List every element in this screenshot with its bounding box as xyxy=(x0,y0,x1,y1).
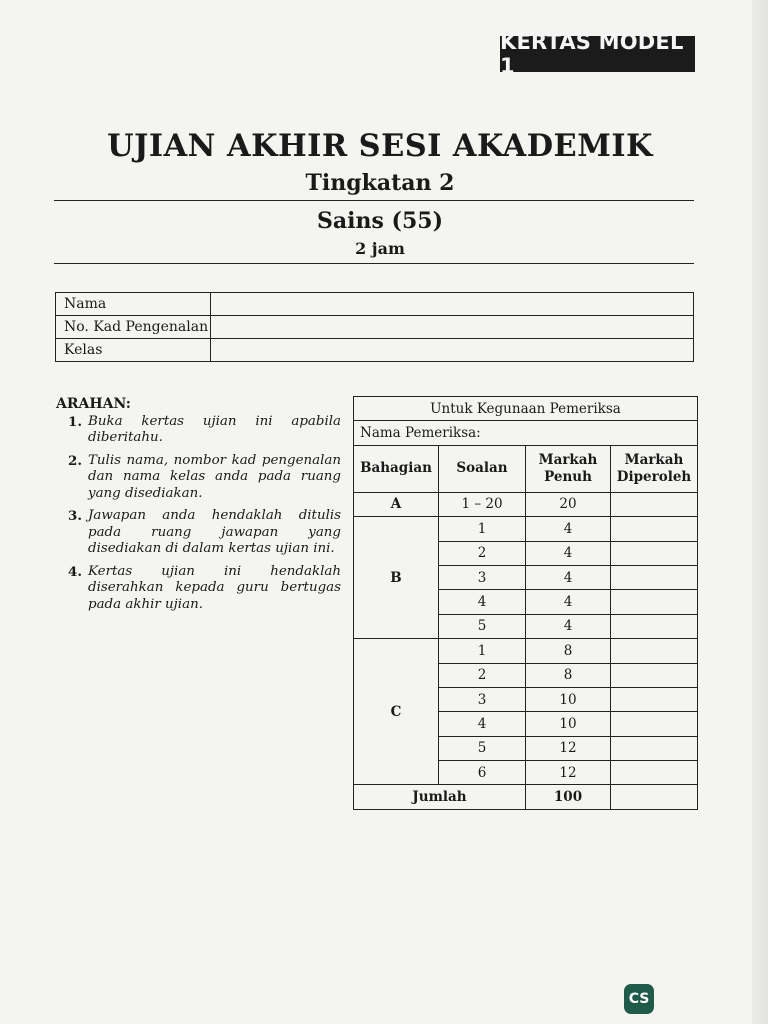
question-cell: 5 xyxy=(439,614,526,638)
full-marks-cell: 4 xyxy=(526,590,611,614)
instruction-item xyxy=(56,508,341,558)
instruction-number: 3. xyxy=(68,508,82,524)
marks-obtained-cell[interactable] xyxy=(611,663,698,687)
question-cell: 1 – 20 xyxy=(439,492,526,516)
full-marks-cell: 10 xyxy=(526,712,611,736)
full-marks-cell: 20 xyxy=(526,492,611,516)
question-cell: 2 xyxy=(439,541,526,565)
class-field[interactable] xyxy=(211,339,694,362)
student-info-row xyxy=(56,339,694,362)
student-info-row xyxy=(56,316,694,339)
form-level: Tingkatan 2 xyxy=(305,170,455,196)
camscanner-logo-icon: CS xyxy=(624,984,654,1014)
question-cell: 4 xyxy=(439,712,526,736)
question-cell: 1 xyxy=(439,639,526,663)
question-cell: 3 xyxy=(439,687,526,711)
instruction-text: Tulis nama, nombor kad pengenalan dan nama kelas anda pada ruang yang disediakan. xyxy=(88,452,341,501)
exam-duration: 2 jam xyxy=(355,239,405,258)
table-header-row xyxy=(354,445,698,492)
instruction-text: Jawapan anda hendaklah ditulis pada ruang jawapan yang disediakan di dalam kertas ujian ini. xyxy=(88,508,341,556)
full-marks-cell: 12 xyxy=(526,736,611,760)
instruction-item xyxy=(56,564,341,614)
question-cell: 6 xyxy=(439,761,526,785)
header-question: Soalan xyxy=(439,445,526,492)
header-divider-top xyxy=(54,200,694,201)
section-a-label: A xyxy=(354,492,439,516)
marks-obtained-cell[interactable] xyxy=(611,736,698,760)
ic-number-label: No. Kad Pengenalan xyxy=(56,316,211,339)
table-row xyxy=(354,492,698,516)
full-marks-cell: 4 xyxy=(526,565,611,589)
full-marks-cell: 4 xyxy=(526,517,611,541)
instruction-number: 4. xyxy=(68,563,82,580)
student-info-row xyxy=(56,293,694,316)
exam-title: UJIAN AKHIR SESI AKADEMIK xyxy=(107,128,653,164)
examiner-name-label[interactable]: Nama Pemeriksa: xyxy=(354,421,698,445)
header-full-marks: Markah Penuh xyxy=(526,445,611,492)
name-field[interactable] xyxy=(211,293,694,316)
examiner-marks-table xyxy=(353,396,698,810)
marks-obtained-cell[interactable] xyxy=(611,492,698,516)
marks-obtained-cell[interactable] xyxy=(611,639,698,663)
marks-obtained-cell[interactable] xyxy=(611,517,698,541)
examiner-caption-row xyxy=(354,397,698,421)
full-marks-cell: 8 xyxy=(526,639,611,663)
instructions-block xyxy=(56,396,341,619)
examiner-name-row xyxy=(354,421,698,445)
class-label: Kelas xyxy=(56,339,211,362)
full-marks-cell: 8 xyxy=(526,663,611,687)
marks-obtained-cell[interactable] xyxy=(611,687,698,711)
full-marks-cell: 12 xyxy=(526,761,611,785)
header-section: Bahagian xyxy=(354,445,439,492)
instruction-text: Kertas ujian ini hendaklah diserahkan kepada guru bertugas pada akhir ujian. xyxy=(88,563,341,612)
student-info-table xyxy=(55,292,694,362)
question-cell: 3 xyxy=(439,565,526,589)
total-row xyxy=(354,785,698,809)
question-cell: 4 xyxy=(439,590,526,614)
marks-obtained-cell[interactable] xyxy=(611,541,698,565)
examiner-caption: Untuk Kegunaan Pemeriksa xyxy=(354,397,698,421)
model-paper-badge: KERTAS MODEL 1 xyxy=(500,36,695,72)
question-cell: 5 xyxy=(439,736,526,760)
question-cell: 1 xyxy=(439,517,526,541)
instruction-item xyxy=(56,453,341,503)
table-row xyxy=(354,639,698,663)
ic-number-field[interactable] xyxy=(211,316,694,339)
name-label: Nama xyxy=(56,293,211,316)
marks-obtained-cell[interactable] xyxy=(611,590,698,614)
full-marks-cell: 4 xyxy=(526,614,611,638)
marks-obtained-cell[interactable] xyxy=(611,614,698,638)
page-edge-shadow xyxy=(752,0,768,1024)
header-divider-bottom xyxy=(54,263,694,264)
marks-obtained-cell[interactable] xyxy=(611,565,698,589)
full-marks-cell: 10 xyxy=(526,687,611,711)
instruction-number: 2. xyxy=(68,452,82,469)
instructions-heading: ARAHAN: xyxy=(56,396,131,412)
total-full-marks: 100 xyxy=(526,785,611,809)
total-marks-obtained[interactable] xyxy=(611,785,698,809)
question-cell: 2 xyxy=(439,663,526,687)
total-label: Jumlah xyxy=(354,785,526,809)
table-row xyxy=(354,517,698,541)
marks-obtained-cell[interactable] xyxy=(611,712,698,736)
marks-obtained-cell[interactable] xyxy=(611,761,698,785)
header-marks-obtained: Markah Diperoleh xyxy=(611,445,698,492)
full-marks-cell: 4 xyxy=(526,541,611,565)
instruction-text: Buka kertas ujian ini apabila diberitahu. xyxy=(88,413,341,445)
subject-title: Sains (55) xyxy=(317,208,443,234)
section-c-label: C xyxy=(354,639,439,785)
section-b-label: B xyxy=(354,517,439,639)
instruction-item xyxy=(56,414,341,447)
instruction-number: 1. xyxy=(68,413,82,430)
